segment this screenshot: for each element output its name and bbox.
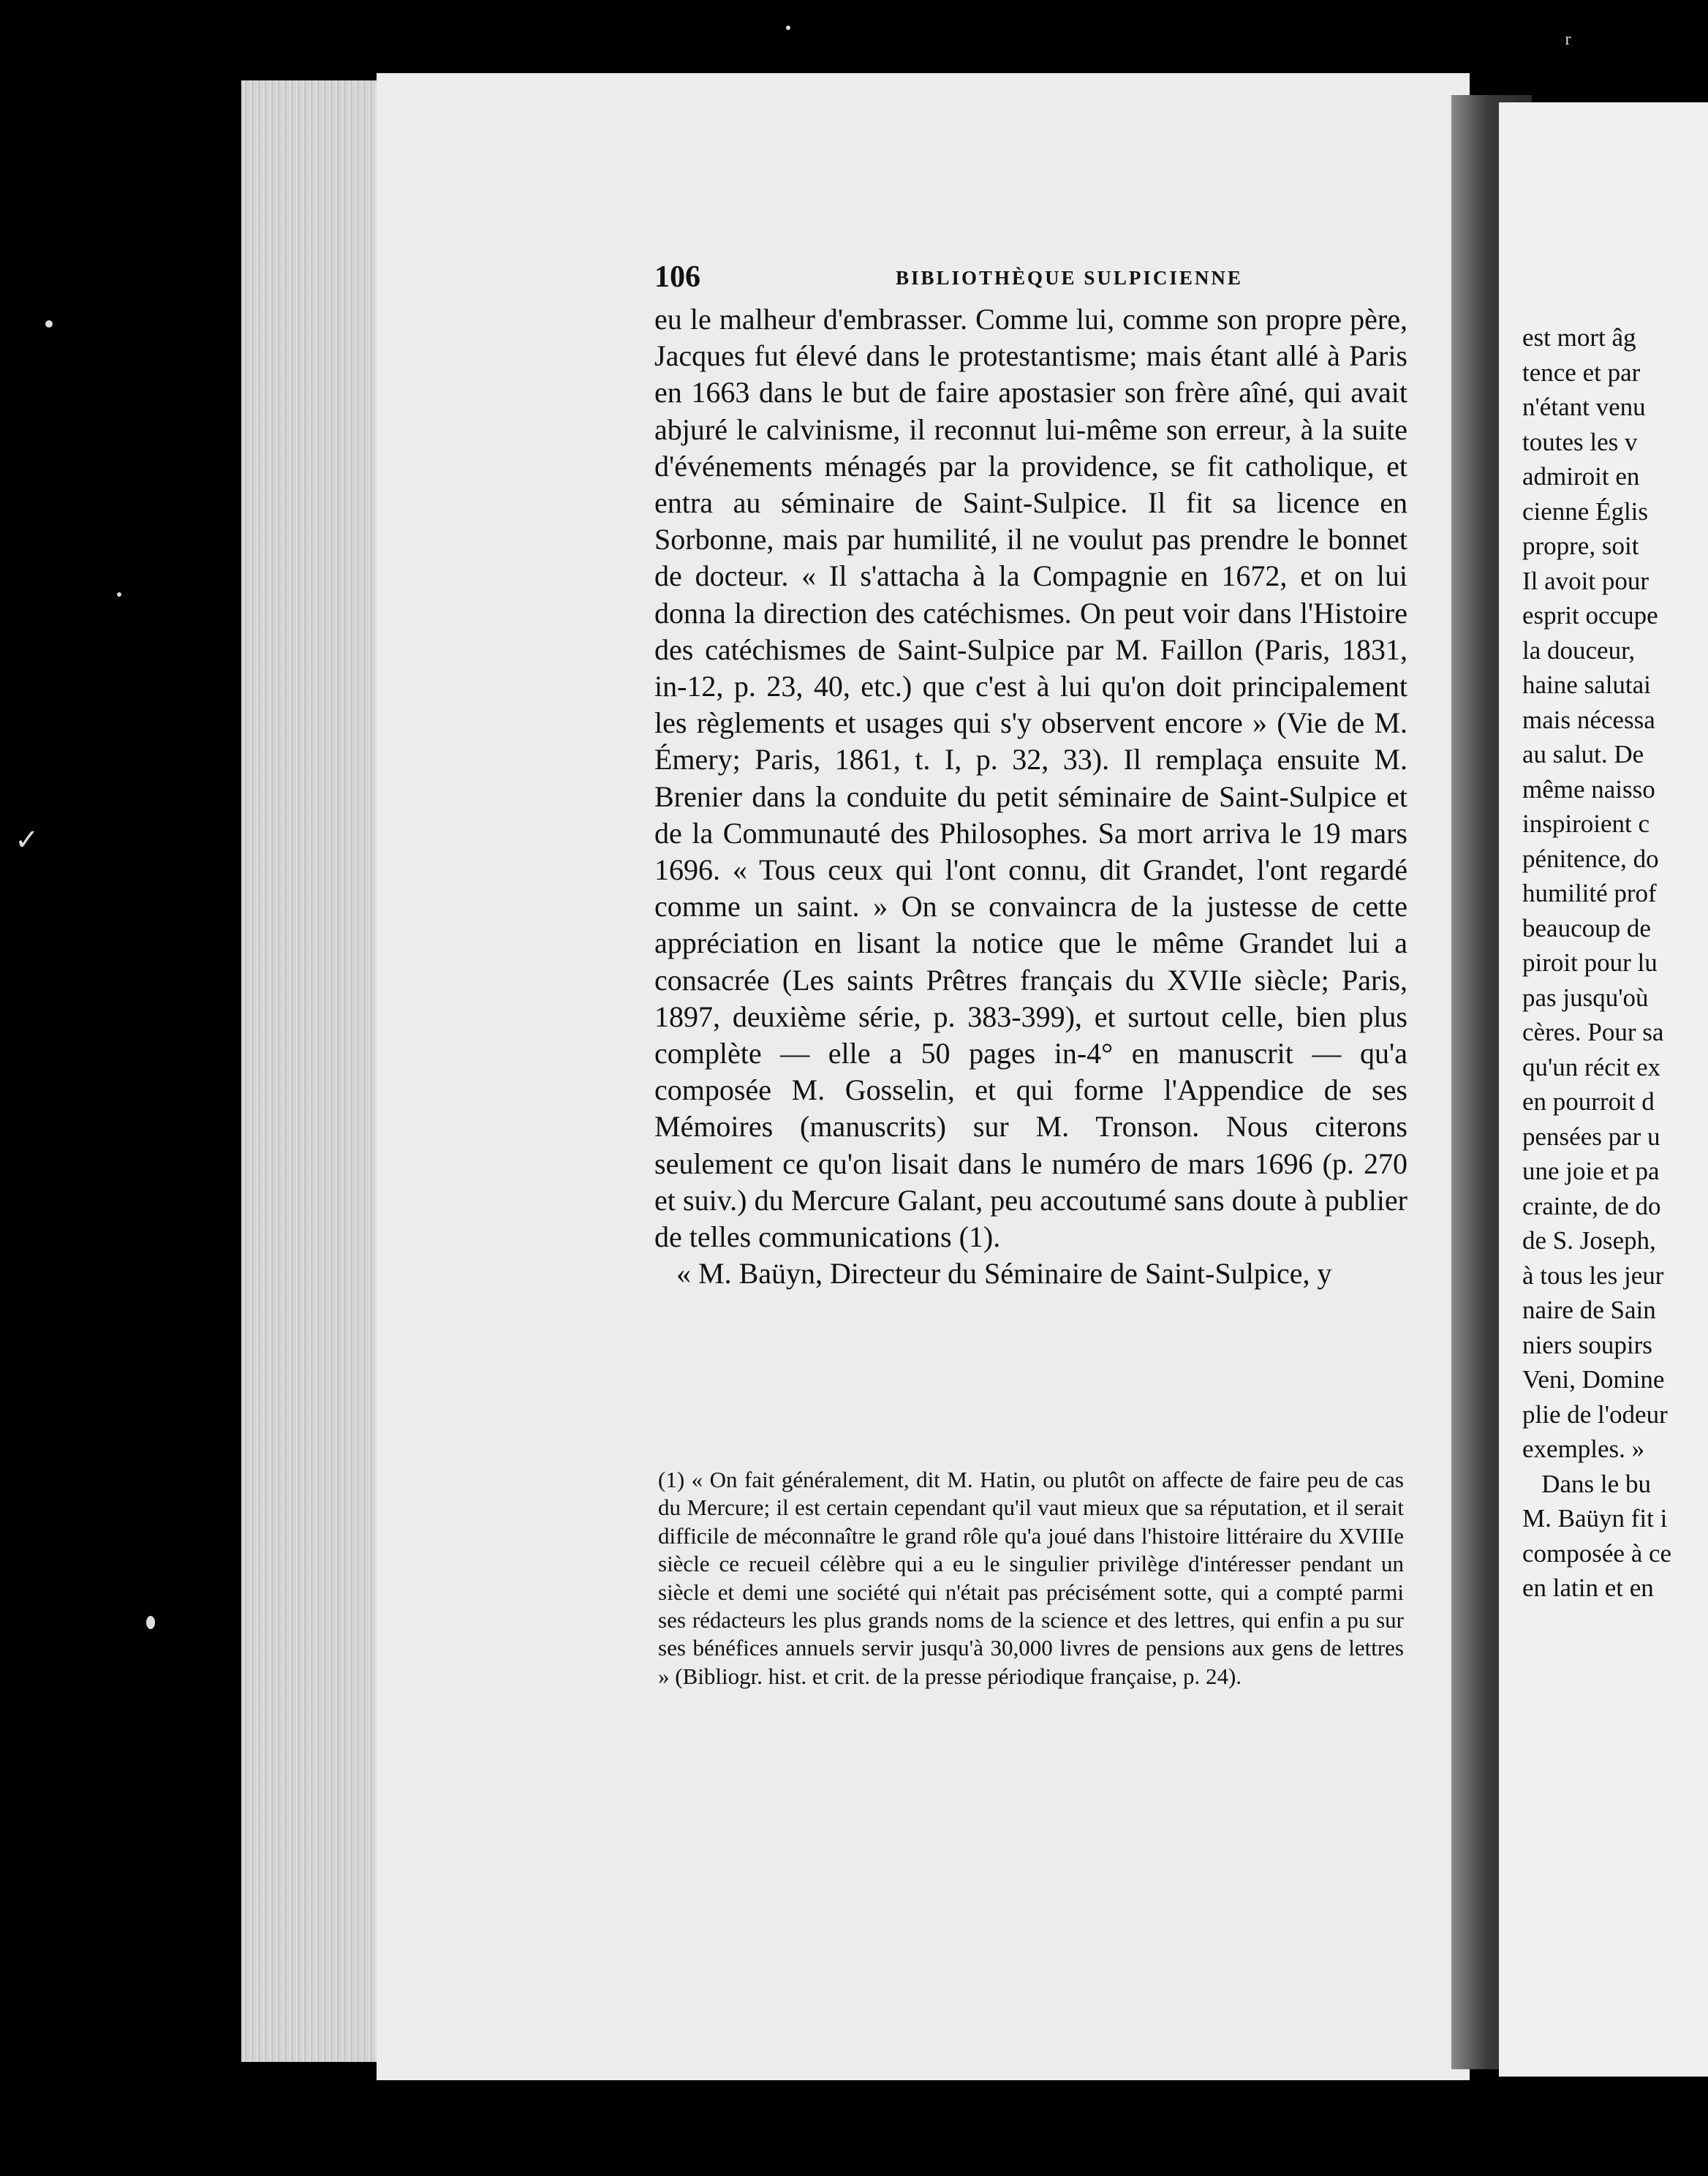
main-text-block (654, 301, 1407, 1292)
scan-speck (146, 1616, 155, 1629)
footnote: (1) « On fait généralement, dit M. Hatin, ou plutôt on affecte de faire peu de cas du Mercure; il est certain cependant qu'il vaut mieux que sa réputation, et il serait difficile de méconnaître le grand rôle qu'a joué dans l'histoire littéraire du XVIIIe siècle ce recueil célèbre qui a eu le singulier privilège d'intéresser pendant un siècle et demi une société qui n'était pas précisément sotte, qui a compté parmi ses rédacteurs les plus grands noms de la science et des lettres, qui enfin a pu sur ses bénéfices annuels servir jusqu'à 30,000 livres de pensions aux gens de lettres » (Bibliogr. hist. et crit. de la presse périodique française, p. 24). (658, 1467, 1404, 1689)
page-edge-stack (241, 80, 384, 2062)
scan-speck (45, 320, 53, 328)
scan-speck (786, 26, 790, 30)
body-paragraph: eu le malheur d'embrasser. Comme lui, comme son propre père, Jacques fut élevé dans le protestantisme; mais étant allé à Paris en 1663 dans le but de faire apostasier son frère aîné, qui avait abjuré le calvinisme, il reconnut lui-même son erreur, à la suite d'événements ménagés par la providence, se fit catholique, et entra au séminaire de Saint-Sulpice. Il fit sa licence en Sorbonne, mais par humilité, il ne voulut pas prendre le bonnet de docteur. « Il s'attacha à la Compagnie en 1672, et on lui donna la direction des catéchismes. On peut voir dans l'Histoire des catéchismes de Saint-Sulpice par M. Faillon (Paris, 1831, in-12, p. 23, 40, etc.) que c'est à lui qu'on doit principalement les règlements et usages qui s'y observent encore » (Vie de M. Émery; Paris, 1861, t. I, p. 32, 33). Il remplaça ensuite M. Brenier dans la conduite du petit séminaire de Saint-Sulpice et de la Communauté des Philosophes. Sa mort arriva le 19 mars 1696. « Tous ceux qui l'ont connu, dit Grandet, l'ont regardé comme un saint. » On se convaincra de la justesse de cette appréciation en lisant la notice que le même Grandet lui a consacrée (Les saints Prêtres français du XVIIe siècle; Paris, 1897, deuxième série, p. 383-399), et surtout celle, bien plus complète — elle a 50 pages in-4° en manuscrit — qu'a composée M. Gosselin, et qui forme l'Appendice de ses Mémoires (manuscrits) sur M. Tronson. Nous citerons seulement ce qu'on lisait dans le numéro de mars 1696 (p. 270 et suiv.) du Mercure Galant, peu accoutumé sans doute à publier de telles communications (1). (654, 303, 1407, 1254)
page-number: 106 (654, 260, 700, 294)
quote-start: « M. Baüyn, Directeur du Séminaire de Saint-Sulpice, y (676, 1257, 1332, 1291)
page-header (654, 260, 1466, 296)
scan-mark: ʳ (1565, 26, 1571, 59)
scan-mark: ✓ (15, 823, 39, 856)
right-page-text: est mort âg tence et par n'étant venu toutes les v admiroit en cienne Églis propre, soit Il avoit pour esprit occupe la douceur, haine salutai mais nécessa au salut. De même naisso inspiroient c pénitence, do humilité prof beaucoup de piroit pour lu pas jusqu'où cères. Pour sa qu'un récit ex en pourroit d pensées par u une joie et pa crainte, de do de S. Joseph, à tous les jeur naire de Sain niers soupirs Veni, Domine plie de l'odeur exemples. » Dans le bu M. Baüyn fit i composée à ce en latin et en (1522, 323, 1672, 1602)
scan-speck (117, 592, 121, 597)
running-head: BIBLIOTHÈQUE SULPICIENNE (896, 267, 1243, 289)
